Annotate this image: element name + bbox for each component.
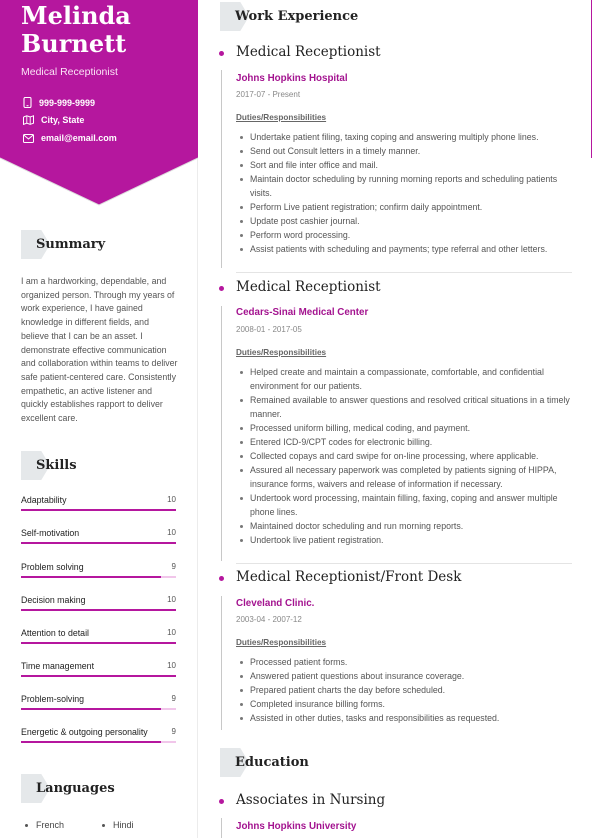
skill-level: 10 (167, 495, 176, 504)
education-title: Education (235, 755, 309, 770)
skill-row (21, 562, 176, 582)
skills-title: Skills (36, 458, 77, 473)
skill-name: Problem solving (21, 562, 84, 572)
skill-level: 10 (167, 661, 176, 670)
first-name: Melinda (21, 1, 131, 30)
skill-bar-track (21, 576, 176, 578)
duty-item: Undertook word processing, maintain filling, faxing, coping and answer multiple phone lines. (236, 491, 576, 519)
summary-text: I am a hardworking, dependable, and organized person. Through my years of work experience, I have gained knowledge in different fields, and believe that I can be an asset. I demonstrate effective communication and collaboration within teams to deliver safe patient-centered care. Consistently empathetic, an active listener and quickly establishes rapport to deliver excellent care. (21, 276, 178, 424)
skill-level: 10 (167, 628, 176, 637)
job-dates: 2003-04 - 2007-12 (236, 615, 302, 624)
summary-heading (21, 230, 105, 259)
skill-row (21, 528, 176, 548)
skill-name: Decision making (21, 595, 86, 605)
skill-level: 9 (171, 727, 176, 736)
duty-item: Undertook live patient registration. (236, 533, 576, 547)
skill-name: Adaptability (21, 495, 67, 505)
job-employer: Johns Hopkins Hospital (236, 73, 348, 84)
language-name: French (36, 820, 65, 830)
phone-text: 999-999-9999 (39, 97, 96, 108)
skill-bar-track (21, 542, 176, 544)
skill-name: Time management (21, 661, 95, 671)
bullet-icon (102, 824, 105, 827)
email-text[interactable]: email@email.com (41, 133, 117, 143)
contact-phone (23, 97, 95, 108)
duty-item: Completed insurance billing forms. (236, 697, 576, 711)
work-title: Work Experience (235, 9, 359, 24)
duties-list (236, 655, 576, 725)
job-title: Medical Receptionist (236, 279, 381, 295)
duties-list (236, 130, 576, 256)
timeline-dot (219, 799, 224, 804)
timeline-line (221, 818, 222, 838)
school-name: Johns Hopkins University (236, 821, 357, 832)
duty-item: Maintained doctor scheduling and run morning reports. (236, 519, 576, 533)
skills-heading (21, 451, 77, 480)
duty-item: Send out Consult letters in a timely manner. (236, 144, 576, 158)
job-divider (236, 272, 572, 273)
skill-bar-fill (21, 675, 176, 677)
skill-level: 10 (167, 528, 176, 537)
skill-bar-track (21, 708, 176, 710)
skill-row (21, 661, 176, 681)
duties-heading: Duties/Responsibilities (236, 113, 327, 122)
skill-level: 9 (171, 694, 176, 703)
skill-bar-fill (21, 741, 161, 743)
skill-bar-track (21, 609, 176, 611)
mail-icon (23, 134, 34, 143)
skill-bar-track (21, 675, 176, 677)
duty-item: Assisted in other duties, tasks and responsibilities as requested. (236, 711, 576, 725)
duty-item: Perform word processing. (236, 228, 576, 242)
duty-item: Update post cashier journal. (236, 214, 576, 228)
duty-item: Helped create and maintain a compassionate, comfortable, and confidential environment for our patients. (236, 365, 576, 393)
duty-item: Processed patient forms. (236, 655, 576, 669)
contact-location (23, 115, 84, 125)
languages-title: Languages (36, 781, 115, 796)
duty-item: Entered ICD-9/CPT codes for electronic billing. (236, 435, 576, 449)
duty-item: Undertake patient filing, taxing coping and answering multiply phone lines. (236, 130, 576, 144)
header-banner (0, 0, 198, 206)
skill-bar-fill (21, 542, 176, 544)
language-item (25, 820, 64, 830)
summary-title: Summary (36, 237, 106, 252)
duty-item: Collected copays and card swipe for on-line processing, where applicable. (236, 449, 576, 463)
duty-item: Assist patients with scheduling and payments; type referral and other letters. (236, 242, 576, 256)
left-column (0, 0, 198, 838)
skill-level: 9 (171, 562, 176, 571)
job-employer: Cedars-Sinai Medical Center (236, 307, 369, 318)
work-heading (220, 2, 358, 31)
timeline-line (221, 596, 222, 730)
timeline-line (221, 306, 222, 561)
duty-item: Maintain doctor scheduling by running morning reports and scheduling patients visits. (236, 172, 576, 200)
skill-bar-fill (21, 708, 161, 710)
skill-bar-fill (21, 509, 176, 511)
languages-heading (21, 774, 115, 803)
skill-name: Energetic & outgoing personality (21, 727, 148, 737)
duty-item: Answered patient questions about insurance coverage. (236, 669, 576, 683)
job-dates: 2017-07 - Present (236, 90, 301, 99)
duty-item: Sort and file inter office and mail. (236, 158, 576, 172)
job-employer: Cleveland Clinic. (236, 598, 315, 609)
candidate-role: Medical Receptionist (21, 66, 118, 78)
duties-heading: Duties/Responsibilities (236, 638, 327, 647)
skill-bar-fill (21, 642, 176, 644)
candidate-name (21, 2, 131, 58)
map-icon (23, 115, 34, 125)
skill-row (21, 628, 176, 648)
job-title: Medical Receptionist (236, 44, 381, 60)
duties-heading: Duties/Responsibilities (236, 348, 327, 357)
page-accent-edge (591, 0, 592, 158)
job-dates: 2008-01 - 2017-05 (236, 325, 302, 334)
skill-row (21, 595, 176, 615)
timeline-dot (219, 286, 224, 291)
skill-bar-fill (21, 576, 161, 578)
skill-name: Self-motivation (21, 528, 80, 538)
skill-row (21, 694, 176, 714)
duty-item: Assured all necessary paperwork was completed by patients signing of HIPPA, insurance forms, waivers and release of information if necessary. (236, 463, 576, 491)
duty-item: Perform Live patient registration; confirm daily appointment. (236, 200, 576, 214)
contact-email[interactable] (23, 133, 117, 143)
skill-bar-track (21, 509, 176, 511)
skill-row (21, 495, 176, 515)
job-divider (236, 563, 572, 564)
timeline-dot (219, 51, 224, 56)
location-text: City, State (41, 115, 85, 125)
skill-bar-track (21, 741, 176, 743)
last-name: Burnett (21, 29, 127, 58)
skill-level: 10 (167, 595, 176, 604)
job-title: Medical Receptionist/Front Desk (236, 569, 462, 585)
phone-icon (23, 97, 32, 108)
duties-list (236, 365, 576, 547)
skill-name: Attention to detail (21, 628, 89, 638)
duty-item: Prepared patient charts the day before scheduled. (236, 683, 576, 697)
skill-name: Problem-solving (21, 694, 85, 704)
timeline-dot (219, 576, 224, 581)
language-item (102, 820, 134, 830)
duty-item: Remained available to answer questions and resolved critical situations in a timely manner. (236, 393, 576, 421)
skill-row (21, 727, 176, 747)
timeline-line (221, 70, 222, 268)
education-heading (220, 748, 309, 777)
duty-item: Processed uniform billing, medical coding, and payment. (236, 421, 576, 435)
skill-bar-fill (21, 609, 176, 611)
skill-bar-track (21, 642, 176, 644)
language-name: Hindi (113, 820, 134, 830)
degree-title: Associates in Nursing (236, 792, 386, 808)
bullet-icon (25, 824, 28, 827)
